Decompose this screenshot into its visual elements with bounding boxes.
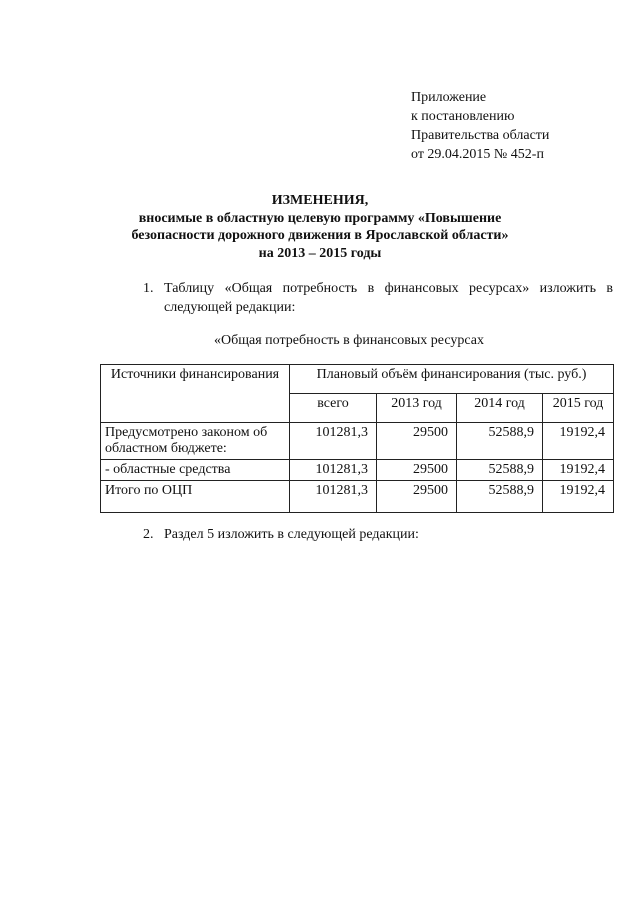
header-col-total: всего xyxy=(290,394,377,423)
table-row xyxy=(101,460,614,481)
row-label: - областные средства xyxy=(101,460,290,481)
row-label: Итого по ОЦП xyxy=(101,481,290,513)
header-planned: Плановый объём финансирования (тыс. руб.) xyxy=(290,365,614,394)
row-label: Предусмотрено законом об областном бюджете: xyxy=(101,423,290,460)
list-item-text: Раздел 5 изложить в следующей редакции: xyxy=(164,527,419,542)
header-col-2013: 2013 год xyxy=(377,394,457,423)
cell-2014: 52588,9 xyxy=(457,481,543,513)
table-row xyxy=(101,481,614,513)
cell-2014: 52588,9 xyxy=(457,460,543,481)
annex-line: Правительства области xyxy=(411,128,550,143)
cell-2015: 19192,4 xyxy=(543,481,614,513)
cell-2013: 29500 xyxy=(377,460,457,481)
list-item-2 xyxy=(143,525,613,544)
title-line: ИЗМЕНЕНИЯ, xyxy=(271,193,369,208)
header-source: Источники финансирования xyxy=(101,365,290,423)
cell-total: 101281,3 xyxy=(290,481,377,513)
list-item-text: Таблицу «Общая потребность в финансовых ресурсах» изложить в следующей редакции: xyxy=(164,281,613,315)
table-header-row xyxy=(101,365,614,394)
document-title xyxy=(100,192,540,262)
cell-2014: 52588,9 xyxy=(457,423,543,460)
title-line: на 2013 – 2015 годы xyxy=(258,245,382,261)
annex-line: Приложение xyxy=(411,90,487,105)
annex-block xyxy=(411,88,549,164)
table-row xyxy=(101,423,614,460)
cell-2013: 29500 xyxy=(377,481,457,513)
annex-line: от 29.04.2015 № 452-п xyxy=(411,147,544,162)
table-caption: «Общая потребность в финансовых ресурсах xyxy=(214,333,484,348)
cell-total: 101281,3 xyxy=(290,460,377,481)
header-col-2014: 2014 год xyxy=(457,394,543,423)
header-col-2015: 2015 год xyxy=(543,394,614,423)
annex-line: к постановлению xyxy=(411,109,515,124)
cell-2015: 19192,4 xyxy=(543,423,614,460)
cell-total: 101281,3 xyxy=(290,423,377,460)
title-line: безопасности дорожного движения в Ярославской области» xyxy=(131,228,509,243)
financing-table xyxy=(100,364,614,513)
title-line: вносимые в областную целевую программу «Повышение xyxy=(138,210,502,226)
cell-2013: 29500 xyxy=(377,423,457,460)
list-item-1 xyxy=(143,279,613,317)
list-item-number: 2. xyxy=(143,527,154,542)
list-item-number: 1. xyxy=(143,281,154,296)
cell-2015: 19192,4 xyxy=(543,460,614,481)
